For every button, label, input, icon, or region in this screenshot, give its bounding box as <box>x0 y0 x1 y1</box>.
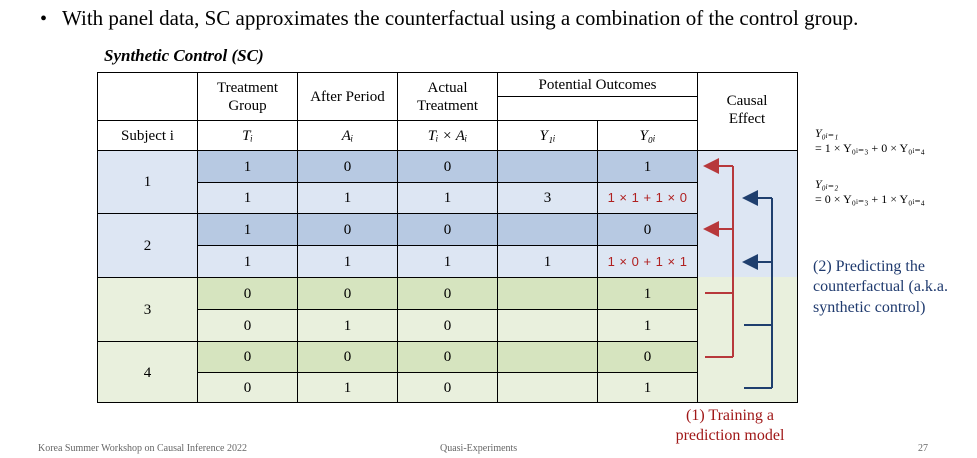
header-causal-effect: Causal Effect <box>726 93 768 127</box>
footer-left: Korea Summer Workshop on Causal Inference 2022 <box>38 443 247 454</box>
subheader-y1: Y₁ᵢ <box>539 127 556 144</box>
cell-t: 0 <box>243 380 252 396</box>
subject-cell: 3 <box>143 301 152 318</box>
cell-a: 0 <box>343 221 352 238</box>
cell-a: 0 <box>343 159 352 175</box>
note-predicting: (2) Predicting the counterfactual (a.k.a. synthetic control) <box>813 258 949 316</box>
cell-y1: 3 <box>543 190 552 206</box>
note-training: (1) Training a prediction model <box>675 407 785 444</box>
cell-ta: 0 <box>443 159 452 175</box>
cell-t: 1 <box>243 221 252 238</box>
subheader-t: Tᵢ <box>242 127 253 144</box>
cell-a: 1 <box>343 190 352 206</box>
cell-t: 1 <box>243 253 252 270</box>
cell-t: 1 <box>243 159 252 175</box>
header-after-period: After Period <box>310 88 385 105</box>
cell-y0: 1 <box>643 380 652 396</box>
cell-ta: 1 <box>443 253 452 270</box>
cell-t: 1 <box>243 190 252 206</box>
equation-2-label: Y₀ᵢ₌₂ <box>815 177 839 191</box>
subject-cell: 4 <box>143 364 152 381</box>
cell-a: 1 <box>343 317 352 334</box>
page-number: 27 <box>918 443 928 454</box>
cell-y0: 1 <box>643 159 652 175</box>
predicting-bracket <box>744 198 772 388</box>
training-bracket <box>705 166 733 357</box>
header-actual-treatment: Actual Treatment <box>416 79 479 114</box>
cell-a: 1 <box>343 253 352 270</box>
cell-ta: 0 <box>443 317 452 334</box>
cell-a: 0 <box>343 349 352 365</box>
cell-y0: 1 × 0 + 1 × 1 <box>607 253 688 269</box>
cell-ta: 0 <box>443 285 452 302</box>
cell-y0: 0 <box>643 349 652 365</box>
cell-t: 0 <box>243 349 252 365</box>
equation-1-body: = 1 × Y₀ᵢ₌₃ + 0 × Y₀ᵢ₌₄ <box>815 141 925 155</box>
subheader-y0: Y₀ᵢ <box>639 127 656 144</box>
cell-ta: 0 <box>443 380 452 396</box>
header-treatment-group: Treatment Group <box>216 79 279 114</box>
equation-2-body: = 0 × Y₀ᵢ₌₃ + 1 × Y₀ᵢ₌₄ <box>815 192 925 206</box>
subject-cell: 1 <box>143 174 152 190</box>
cell-y1: 1 <box>543 253 552 270</box>
cell-y0: 1 <box>643 285 652 302</box>
bullet-marker: • <box>40 8 48 30</box>
subheader-a: Aᵢ <box>341 127 354 144</box>
cell-t: 0 <box>243 285 252 302</box>
bullet-text: With panel data, SC approximates the counterfactual using a combination of the control group. <box>62 6 859 30</box>
cell-ta: 1 <box>443 190 452 206</box>
header-potential-outcomes: Potential Outcomes <box>538 76 657 93</box>
subject-cell: 2 <box>143 237 152 254</box>
footer-center: Quasi-Experiments <box>440 443 518 454</box>
cell-ta: 0 <box>443 221 452 238</box>
cell-y0: 1 × 1 + 1 × 0 <box>607 190 688 206</box>
table-title: Synthetic Control (SC) <box>104 46 264 65</box>
cell-a: 1 <box>343 380 352 396</box>
cell-a: 0 <box>343 285 352 302</box>
cell-t: 0 <box>243 317 252 334</box>
equation-1-label: Y₀ᵢ₌₁ <box>815 126 839 140</box>
cell-ta: 0 <box>443 349 452 365</box>
cell-y0: 1 <box>643 317 652 334</box>
subheader-subject: Subject i <box>121 127 174 144</box>
subheader-ta: Tᵢ × Aᵢ <box>427 127 468 144</box>
cell-y0: 0 <box>643 221 652 238</box>
